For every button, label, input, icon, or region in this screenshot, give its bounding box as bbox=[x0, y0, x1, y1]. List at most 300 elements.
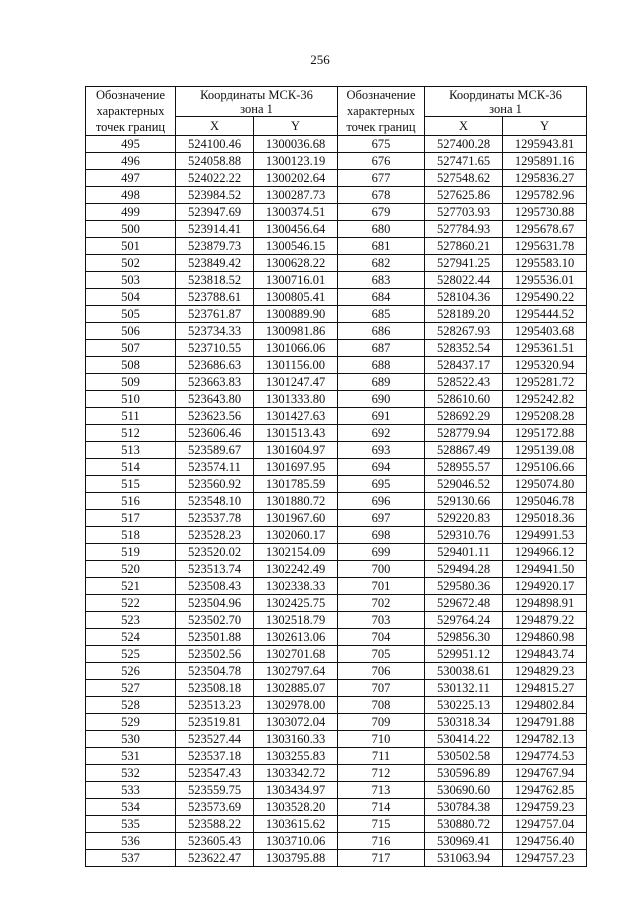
y-coordinate-left: 1302154.09 bbox=[254, 544, 338, 561]
x-coordinate-left: 524100.46 bbox=[176, 136, 254, 153]
header-text: зона 1 bbox=[240, 101, 273, 116]
point-id-right: 714 bbox=[338, 799, 425, 816]
x-coordinate-left: 523574.11 bbox=[176, 459, 254, 476]
header-text: точек границ bbox=[346, 120, 416, 134]
y-coordinate-left: 1302797.64 bbox=[254, 663, 338, 680]
y-coordinate-right: 1294757.04 bbox=[503, 816, 587, 833]
x-coordinate-left: 523537.78 bbox=[176, 510, 254, 527]
y-coordinate-left: 1302978.00 bbox=[254, 697, 338, 714]
y-coordinate-left: 1300628.22 bbox=[254, 255, 338, 272]
x-coordinate-right: 528437.17 bbox=[425, 357, 503, 374]
x-header-right: X bbox=[425, 117, 503, 136]
point-id-left: 537 bbox=[86, 850, 176, 867]
point-id-right: 699 bbox=[338, 544, 425, 561]
point-id-left: 515 bbox=[86, 476, 176, 493]
point-id-left: 528 bbox=[86, 697, 176, 714]
point-id-right: 706 bbox=[338, 663, 425, 680]
x-coordinate-left: 523508.18 bbox=[176, 680, 254, 697]
table-row bbox=[86, 170, 587, 187]
table-row bbox=[86, 459, 587, 476]
y-coordinate-left: 1300546.15 bbox=[254, 238, 338, 255]
point-id-right: 688 bbox=[338, 357, 425, 374]
table-row bbox=[86, 340, 587, 357]
y-coordinate-right: 1294782.13 bbox=[503, 731, 587, 748]
point-id-right: 700 bbox=[338, 561, 425, 578]
table-row bbox=[86, 697, 587, 714]
y-coordinate-right: 1295074.80 bbox=[503, 476, 587, 493]
y-coordinate-left: 1301967.60 bbox=[254, 510, 338, 527]
table-row bbox=[86, 408, 587, 425]
x-coordinate-right: 529310.76 bbox=[425, 527, 503, 544]
x-coordinate-left: 523710.55 bbox=[176, 340, 254, 357]
table-row bbox=[86, 425, 587, 442]
x-coordinate-right: 529401.11 bbox=[425, 544, 503, 561]
x-coordinate-right: 528692.29 bbox=[425, 408, 503, 425]
y-coordinate-right: 1294991.53 bbox=[503, 527, 587, 544]
table-row bbox=[86, 850, 587, 867]
y-coordinate-left: 1303160.33 bbox=[254, 731, 338, 748]
point-id-left: 511 bbox=[86, 408, 176, 425]
x-coordinate-right: 527625.86 bbox=[425, 187, 503, 204]
y-coordinate-left: 1303710.06 bbox=[254, 833, 338, 850]
x-coordinate-right: 527703.93 bbox=[425, 204, 503, 221]
y-coordinate-left: 1301333.80 bbox=[254, 391, 338, 408]
point-id-left: 525 bbox=[86, 646, 176, 663]
table-row bbox=[86, 816, 587, 833]
table-row bbox=[86, 442, 587, 459]
point-id-right: 711 bbox=[338, 748, 425, 765]
point-id-right: 717 bbox=[338, 850, 425, 867]
x-coordinate-left: 523502.56 bbox=[176, 646, 254, 663]
x-coordinate-right: 528867.49 bbox=[425, 442, 503, 459]
point-id-right: 692 bbox=[338, 425, 425, 442]
x-coordinate-left: 523984.52 bbox=[176, 187, 254, 204]
y-coordinate-right: 1295106.66 bbox=[503, 459, 587, 476]
y-coordinate-right: 1294920.17 bbox=[503, 578, 587, 595]
x-coordinate-right: 528610.60 bbox=[425, 391, 503, 408]
x-coordinate-right: 530880.72 bbox=[425, 816, 503, 833]
x-coordinate-right: 528104.36 bbox=[425, 289, 503, 306]
point-id-right: 710 bbox=[338, 731, 425, 748]
x-coordinate-left: 523605.43 bbox=[176, 833, 254, 850]
point-id-right: 701 bbox=[338, 578, 425, 595]
y-coordinate-right: 1294802.84 bbox=[503, 697, 587, 714]
header-text: Координаты МСК-36 bbox=[449, 87, 562, 102]
point-id-right: 709 bbox=[338, 714, 425, 731]
coordinates-table bbox=[85, 86, 587, 867]
y-header-right: Y bbox=[503, 117, 587, 136]
point-id-right: 683 bbox=[338, 272, 425, 289]
y-coordinate-right: 1295139.08 bbox=[503, 442, 587, 459]
table-row bbox=[86, 595, 587, 612]
y-coordinate-left: 1300287.73 bbox=[254, 187, 338, 204]
y-coordinate-left: 1300374.51 bbox=[254, 204, 338, 221]
point-id-left: 507 bbox=[86, 340, 176, 357]
x-coordinate-left: 523818.52 bbox=[176, 272, 254, 289]
x-coordinate-right: 527860.21 bbox=[425, 238, 503, 255]
point-id-right: 694 bbox=[338, 459, 425, 476]
point-id-left: 498 bbox=[86, 187, 176, 204]
y-coordinate-left: 1301880.72 bbox=[254, 493, 338, 510]
y-header-left: Y bbox=[254, 117, 338, 136]
x-coordinate-left: 523528.23 bbox=[176, 527, 254, 544]
x-coordinate-left: 523734.33 bbox=[176, 323, 254, 340]
point-id-left: 530 bbox=[86, 731, 176, 748]
y-coordinate-left: 1302425.75 bbox=[254, 595, 338, 612]
point-id-left: 512 bbox=[86, 425, 176, 442]
point-id-right: 682 bbox=[338, 255, 425, 272]
y-coordinate-left: 1302518.79 bbox=[254, 612, 338, 629]
point-id-left: 496 bbox=[86, 153, 176, 170]
y-coordinate-right: 1295678.67 bbox=[503, 221, 587, 238]
table-row bbox=[86, 272, 587, 289]
point-designation-header-right bbox=[338, 87, 425, 136]
table-row bbox=[86, 731, 587, 748]
x-coordinate-right: 530318.34 bbox=[425, 714, 503, 731]
y-coordinate-left: 1300036.68 bbox=[254, 136, 338, 153]
point-id-right: 685 bbox=[338, 306, 425, 323]
y-coordinate-left: 1301697.95 bbox=[254, 459, 338, 476]
point-id-left: 521 bbox=[86, 578, 176, 595]
table-row bbox=[86, 510, 587, 527]
y-coordinate-right: 1295208.28 bbox=[503, 408, 587, 425]
point-designation-header-left bbox=[86, 87, 176, 136]
y-coordinate-left: 1300123.19 bbox=[254, 153, 338, 170]
y-coordinate-right: 1295444.52 bbox=[503, 306, 587, 323]
point-id-right: 712 bbox=[338, 765, 425, 782]
x-coordinate-right: 529764.24 bbox=[425, 612, 503, 629]
point-id-left: 502 bbox=[86, 255, 176, 272]
table-row bbox=[86, 493, 587, 510]
x-coordinate-left: 523527.44 bbox=[176, 731, 254, 748]
x-coordinate-left: 523559.75 bbox=[176, 782, 254, 799]
point-id-left: 509 bbox=[86, 374, 176, 391]
y-coordinate-right: 1295490.22 bbox=[503, 289, 587, 306]
x-coordinate-left: 523849.42 bbox=[176, 255, 254, 272]
x-coordinate-right: 528189.20 bbox=[425, 306, 503, 323]
x-coordinate-left: 523623.56 bbox=[176, 408, 254, 425]
x-coordinate-right: 527471.65 bbox=[425, 153, 503, 170]
y-coordinate-right: 1295536.01 bbox=[503, 272, 587, 289]
y-coordinate-left: 1300202.64 bbox=[254, 170, 338, 187]
point-id-left: 534 bbox=[86, 799, 176, 816]
x-coordinate-left: 524022.22 bbox=[176, 170, 254, 187]
header-text: Обозначение bbox=[346, 88, 416, 102]
x-coordinate-right: 529856.30 bbox=[425, 629, 503, 646]
table-row bbox=[86, 799, 587, 816]
point-id-right: 679 bbox=[338, 204, 425, 221]
table-body bbox=[86, 136, 587, 867]
table-row bbox=[86, 561, 587, 578]
x-coordinate-left: 523547.43 bbox=[176, 765, 254, 782]
table-row bbox=[86, 323, 587, 340]
y-coordinate-left: 1300716.01 bbox=[254, 272, 338, 289]
header-text: Обозначение bbox=[95, 88, 166, 102]
y-coordinate-right: 1294966.12 bbox=[503, 544, 587, 561]
y-coordinate-left: 1302613.06 bbox=[254, 629, 338, 646]
x-coordinate-right: 528352.54 bbox=[425, 340, 503, 357]
point-id-right: 704 bbox=[338, 629, 425, 646]
point-id-left: 522 bbox=[86, 595, 176, 612]
point-id-left: 516 bbox=[86, 493, 176, 510]
x-coordinate-right: 528955.57 bbox=[425, 459, 503, 476]
y-coordinate-left: 1302701.68 bbox=[254, 646, 338, 663]
point-id-right: 687 bbox=[338, 340, 425, 357]
point-id-right: 678 bbox=[338, 187, 425, 204]
x-coordinate-left: 523879.73 bbox=[176, 238, 254, 255]
x-coordinate-left: 523560.92 bbox=[176, 476, 254, 493]
y-coordinate-right: 1295782.96 bbox=[503, 187, 587, 204]
y-coordinate-left: 1301513.43 bbox=[254, 425, 338, 442]
point-id-right: 681 bbox=[338, 238, 425, 255]
y-coordinate-right: 1295403.68 bbox=[503, 323, 587, 340]
x-coordinate-right: 529951.12 bbox=[425, 646, 503, 663]
x-coordinate-left: 523606.46 bbox=[176, 425, 254, 442]
y-coordinate-right: 1295281.72 bbox=[503, 374, 587, 391]
point-id-left: 532 bbox=[86, 765, 176, 782]
point-id-left: 520 bbox=[86, 561, 176, 578]
y-coordinate-left: 1300456.64 bbox=[254, 221, 338, 238]
table-row bbox=[86, 153, 587, 170]
y-coordinate-right: 1294757.23 bbox=[503, 850, 587, 867]
y-coordinate-right: 1294791.88 bbox=[503, 714, 587, 731]
x-coordinate-left: 523502.70 bbox=[176, 612, 254, 629]
x-coordinate-right: 530132.11 bbox=[425, 680, 503, 697]
point-id-left: 524 bbox=[86, 629, 176, 646]
x-coordinate-left: 523548.10 bbox=[176, 493, 254, 510]
table-row bbox=[86, 289, 587, 306]
x-coordinate-right: 529046.52 bbox=[425, 476, 503, 493]
point-id-left: 536 bbox=[86, 833, 176, 850]
point-id-right: 705 bbox=[338, 646, 425, 663]
x-coordinate-left: 523622.47 bbox=[176, 850, 254, 867]
y-coordinate-left: 1303342.72 bbox=[254, 765, 338, 782]
y-coordinate-right: 1295320.94 bbox=[503, 357, 587, 374]
x-coordinate-left: 523589.67 bbox=[176, 442, 254, 459]
point-id-right: 697 bbox=[338, 510, 425, 527]
y-coordinate-left: 1302338.33 bbox=[254, 578, 338, 595]
y-coordinate-right: 1295583.10 bbox=[503, 255, 587, 272]
point-id-left: 495 bbox=[86, 136, 176, 153]
table-row bbox=[86, 306, 587, 323]
y-coordinate-right: 1294762.85 bbox=[503, 782, 587, 799]
point-id-left: 526 bbox=[86, 663, 176, 680]
y-coordinate-right: 1295018.36 bbox=[503, 510, 587, 527]
point-id-right: 691 bbox=[338, 408, 425, 425]
point-id-left: 527 bbox=[86, 680, 176, 697]
y-coordinate-left: 1303795.88 bbox=[254, 850, 338, 867]
x-coordinate-right: 530502.58 bbox=[425, 748, 503, 765]
table-row bbox=[86, 544, 587, 561]
header-text: зона 1 bbox=[489, 101, 522, 116]
point-id-right: 675 bbox=[338, 136, 425, 153]
y-coordinate-left: 1302242.49 bbox=[254, 561, 338, 578]
x-coordinate-left: 523588.22 bbox=[176, 816, 254, 833]
x-coordinate-right: 530596.89 bbox=[425, 765, 503, 782]
x-coordinate-right: 528779.94 bbox=[425, 425, 503, 442]
table-row bbox=[86, 748, 587, 765]
y-coordinate-right: 1294767.94 bbox=[503, 765, 587, 782]
x-coordinate-right: 527941.25 bbox=[425, 255, 503, 272]
point-id-left: 506 bbox=[86, 323, 176, 340]
y-coordinate-left: 1303255.83 bbox=[254, 748, 338, 765]
x-coordinate-right: 529130.66 bbox=[425, 493, 503, 510]
table-row bbox=[86, 238, 587, 255]
y-coordinate-right: 1294843.74 bbox=[503, 646, 587, 663]
point-id-left: 500 bbox=[86, 221, 176, 238]
point-id-right: 702 bbox=[338, 595, 425, 612]
x-coordinate-right: 527548.62 bbox=[425, 170, 503, 187]
y-coordinate-right: 1294759.23 bbox=[503, 799, 587, 816]
y-coordinate-right: 1294898.91 bbox=[503, 595, 587, 612]
table-row bbox=[86, 204, 587, 221]
y-coordinate-left: 1303434.97 bbox=[254, 782, 338, 799]
x-coordinate-left: 523501.88 bbox=[176, 629, 254, 646]
table-row bbox=[86, 374, 587, 391]
point-id-left: 533 bbox=[86, 782, 176, 799]
point-id-left: 505 bbox=[86, 306, 176, 323]
table-row bbox=[86, 391, 587, 408]
y-coordinate-left: 1301604.97 bbox=[254, 442, 338, 459]
x-coordinate-right: 530225.13 bbox=[425, 697, 503, 714]
point-id-right: 676 bbox=[338, 153, 425, 170]
x-coordinate-left: 523573.69 bbox=[176, 799, 254, 816]
y-coordinate-left: 1301156.00 bbox=[254, 357, 338, 374]
x-coordinate-right: 529580.36 bbox=[425, 578, 503, 595]
x-coordinate-right: 529494.28 bbox=[425, 561, 503, 578]
x-coordinate-right: 530414.22 bbox=[425, 731, 503, 748]
coordinates-header-right bbox=[425, 87, 587, 117]
table-row bbox=[86, 476, 587, 493]
point-id-right: 708 bbox=[338, 697, 425, 714]
y-coordinate-left: 1302885.07 bbox=[254, 680, 338, 697]
table-row bbox=[86, 663, 587, 680]
x-coordinate-left: 523519.81 bbox=[176, 714, 254, 731]
header-text: характерных bbox=[96, 104, 165, 118]
x-coordinate-right: 528267.93 bbox=[425, 323, 503, 340]
table-row bbox=[86, 714, 587, 731]
table-row bbox=[86, 221, 587, 238]
x-coordinate-right: 527400.28 bbox=[425, 136, 503, 153]
header-text: Координаты МСК-36 bbox=[200, 87, 313, 102]
point-id-left: 499 bbox=[86, 204, 176, 221]
y-coordinate-right: 1294774.53 bbox=[503, 748, 587, 765]
x-coordinate-left: 523513.74 bbox=[176, 561, 254, 578]
x-coordinate-left: 523504.96 bbox=[176, 595, 254, 612]
y-coordinate-left: 1303072.04 bbox=[254, 714, 338, 731]
y-coordinate-left: 1303528.20 bbox=[254, 799, 338, 816]
x-coordinate-left: 523520.02 bbox=[176, 544, 254, 561]
y-coordinate-right: 1295836.27 bbox=[503, 170, 587, 187]
table-row bbox=[86, 833, 587, 850]
table-row bbox=[86, 782, 587, 799]
point-id-right: 703 bbox=[338, 612, 425, 629]
point-id-left: 518 bbox=[86, 527, 176, 544]
y-coordinate-left: 1300805.41 bbox=[254, 289, 338, 306]
table-row bbox=[86, 612, 587, 629]
table-row bbox=[86, 187, 587, 204]
point-id-right: 707 bbox=[338, 680, 425, 697]
x-coordinate-left: 523643.80 bbox=[176, 391, 254, 408]
table-row bbox=[86, 527, 587, 544]
point-id-left: 523 bbox=[86, 612, 176, 629]
y-coordinate-right: 1295891.16 bbox=[503, 153, 587, 170]
y-coordinate-right: 1295172.88 bbox=[503, 425, 587, 442]
table-row bbox=[86, 646, 587, 663]
y-coordinate-right: 1295631.78 bbox=[503, 238, 587, 255]
point-id-left: 517 bbox=[86, 510, 176, 527]
x-coordinate-right: 528022.44 bbox=[425, 272, 503, 289]
y-coordinate-left: 1302060.17 bbox=[254, 527, 338, 544]
point-id-right: 715 bbox=[338, 816, 425, 833]
point-id-right: 690 bbox=[338, 391, 425, 408]
x-coordinate-left: 523537.18 bbox=[176, 748, 254, 765]
x-coordinate-left: 523513.23 bbox=[176, 697, 254, 714]
y-coordinate-left: 1300889.90 bbox=[254, 306, 338, 323]
coordinates-header-left bbox=[176, 87, 338, 117]
y-coordinate-right: 1295943.81 bbox=[503, 136, 587, 153]
x-coordinate-left: 524058.88 bbox=[176, 153, 254, 170]
x-coordinate-right: 531063.94 bbox=[425, 850, 503, 867]
point-id-left: 535 bbox=[86, 816, 176, 833]
y-coordinate-right: 1295242.82 bbox=[503, 391, 587, 408]
y-coordinate-right: 1295046.78 bbox=[503, 493, 587, 510]
x-coordinate-left: 523686.63 bbox=[176, 357, 254, 374]
y-coordinate-right: 1294941.50 bbox=[503, 561, 587, 578]
point-id-left: 504 bbox=[86, 289, 176, 306]
point-id-right: 696 bbox=[338, 493, 425, 510]
point-id-right: 684 bbox=[338, 289, 425, 306]
x-coordinate-right: 530784.38 bbox=[425, 799, 503, 816]
y-coordinate-right: 1294829.23 bbox=[503, 663, 587, 680]
point-id-left: 529 bbox=[86, 714, 176, 731]
point-id-right: 680 bbox=[338, 221, 425, 238]
point-id-right: 686 bbox=[338, 323, 425, 340]
page-number: 256 bbox=[310, 52, 330, 67]
point-id-left: 519 bbox=[86, 544, 176, 561]
header-text: точек границ bbox=[95, 120, 166, 134]
point-id-left: 497 bbox=[86, 170, 176, 187]
point-id-right: 698 bbox=[338, 527, 425, 544]
point-id-right: 689 bbox=[338, 374, 425, 391]
x-coordinate-left: 523788.61 bbox=[176, 289, 254, 306]
y-coordinate-right: 1295730.88 bbox=[503, 204, 587, 221]
point-id-right: 713 bbox=[338, 782, 425, 799]
y-coordinate-left: 1303615.62 bbox=[254, 816, 338, 833]
point-id-left: 508 bbox=[86, 357, 176, 374]
table-row bbox=[86, 629, 587, 646]
y-coordinate-left: 1301785.59 bbox=[254, 476, 338, 493]
y-coordinate-left: 1301247.47 bbox=[254, 374, 338, 391]
x-coordinate-left: 523914.41 bbox=[176, 221, 254, 238]
x-coordinate-right: 529220.83 bbox=[425, 510, 503, 527]
y-coordinate-right: 1294860.98 bbox=[503, 629, 587, 646]
y-coordinate-left: 1301427.63 bbox=[254, 408, 338, 425]
y-coordinate-right: 1294879.22 bbox=[503, 612, 587, 629]
x-coordinate-right: 530038.61 bbox=[425, 663, 503, 680]
table-row bbox=[86, 765, 587, 782]
table-row bbox=[86, 680, 587, 697]
x-coordinate-right: 528522.43 bbox=[425, 374, 503, 391]
point-id-left: 514 bbox=[86, 459, 176, 476]
x-coordinate-right: 530969.41 bbox=[425, 833, 503, 850]
table-row bbox=[86, 357, 587, 374]
x-coordinate-left: 523508.43 bbox=[176, 578, 254, 595]
y-coordinate-right: 1294756.40 bbox=[503, 833, 587, 850]
x-header-left: X bbox=[176, 117, 254, 136]
header-text: характерных bbox=[347, 104, 415, 118]
point-id-left: 510 bbox=[86, 391, 176, 408]
